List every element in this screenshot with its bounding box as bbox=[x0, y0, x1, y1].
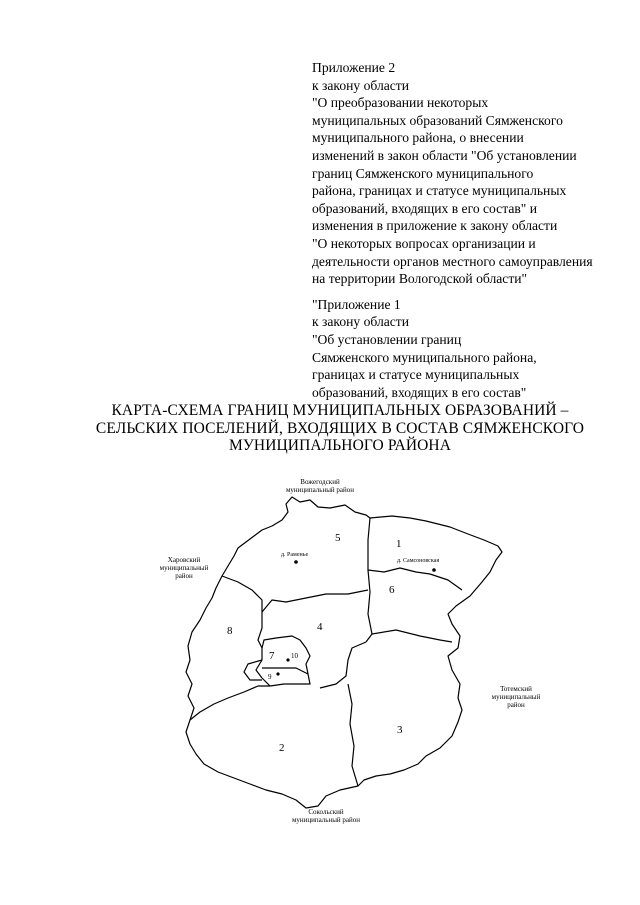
neighbor-north-line2: муниципальный район bbox=[285, 486, 355, 494]
boundary-6-4 bbox=[366, 570, 372, 642]
annex-quoted bbox=[312, 296, 632, 402]
boundary-6-3 bbox=[372, 630, 452, 642]
annex-line: образований, входящих в его состав" и bbox=[312, 200, 537, 216]
annex-line: "О некоторых вопросах организации и bbox=[312, 235, 536, 251]
annex-line: на территории Вологодской области" bbox=[312, 271, 528, 287]
neighbor-west-line2: муниципальный bbox=[159, 564, 209, 572]
settlement-9-marker bbox=[276, 672, 279, 675]
region-3-label: 3 bbox=[397, 724, 403, 736]
ramenie-label: д. Раменье bbox=[281, 552, 309, 558]
region-10-label: 10 bbox=[291, 652, 298, 660]
boundary-1-5 bbox=[368, 518, 370, 570]
annex-line: Сямженского муниципального района, bbox=[312, 349, 537, 365]
map-title-line: СЕЛЬСКИХ ПОСЕЛЕНИЙ, ВХОДЯЩИХ В СОСТАВ СЯМЖЕНСКОГО bbox=[95, 419, 585, 437]
region-1-label: 1 bbox=[396, 538, 402, 550]
neighbor-south-line2: муниципальный район bbox=[291, 816, 361, 824]
settlement-10-marker bbox=[286, 658, 289, 661]
region-8-label: 8 bbox=[227, 625, 233, 637]
annex-line: к закону области bbox=[312, 77, 410, 93]
district-map bbox=[0, 470, 640, 850]
boundary-7-region bbox=[256, 636, 310, 686]
annex-line: "О преобразовании некоторых bbox=[312, 95, 489, 111]
neighbor-east-line1: Тотемский bbox=[500, 685, 532, 693]
neighbor-north-line1: Вожегодский bbox=[300, 478, 340, 486]
region-5-label: 5 bbox=[335, 532, 341, 544]
annex-line: деятельности органов местного самоуправления bbox=[312, 253, 593, 269]
boundary-5-4 bbox=[262, 590, 368, 612]
boundary-9 bbox=[244, 660, 262, 680]
annex-line: образований, входящих в его состав" bbox=[312, 384, 527, 400]
annex-line: изменения в приложение к закону области bbox=[312, 218, 558, 234]
map-title-line: КАРТА-СХЕМА ГРАНИЦ МУНИЦИПАЛЬНЫХ ОБРАЗОВАНИЙ – bbox=[111, 402, 569, 419]
district-outer-boundary bbox=[186, 497, 502, 808]
annex-line: "Приложение 1 bbox=[312, 296, 401, 312]
boundary-3-2 bbox=[348, 684, 358, 786]
neighbor-west-line3: район bbox=[175, 572, 193, 580]
boundary-8-2 bbox=[190, 686, 270, 720]
region-7-label: 7 bbox=[269, 650, 275, 662]
annex-line: Приложение 2 bbox=[312, 60, 396, 75]
annex-line: муниципального района, о внесении bbox=[312, 130, 524, 146]
boundary-5-8 bbox=[222, 576, 262, 612]
region-9-label: 9 bbox=[268, 673, 272, 681]
boundary-1-6 bbox=[368, 568, 462, 590]
neighbor-east-line2: муниципальный bbox=[491, 693, 541, 701]
annex-line: к закону области bbox=[312, 314, 410, 330]
region-4-label: 4 bbox=[317, 621, 323, 633]
annex-line: муниципальных образований Сямженского bbox=[312, 112, 563, 128]
neighbor-south-line1: Сокольский bbox=[308, 808, 344, 816]
ramenie-marker bbox=[294, 560, 298, 564]
map-title bbox=[40, 402, 640, 455]
annex-line: "Об установлении границ bbox=[312, 331, 462, 347]
annex-line: района, границах и статусе муниципальных bbox=[312, 183, 567, 199]
region-6-label: 6 bbox=[389, 584, 395, 596]
annex-header bbox=[312, 59, 632, 288]
boundary-8-4 bbox=[258, 612, 262, 648]
region-2-label: 2 bbox=[279, 742, 285, 754]
annex-line: изменений в закон области "Об установлении bbox=[312, 147, 577, 163]
samsonovskaya-marker bbox=[432, 568, 436, 572]
samsonovskaya-label: д. Самсоновская bbox=[397, 558, 440, 564]
annex-line: границах и статусе муниципальных bbox=[312, 367, 520, 383]
map-title-line: МУНИЦИПАЛЬНОГО РАЙОНА bbox=[228, 437, 452, 455]
annex-line: границ Сямженского муниципального bbox=[312, 165, 534, 181]
boundary-4-3 bbox=[320, 642, 366, 688]
neighbor-west-line1: Харовский bbox=[167, 556, 201, 564]
neighbor-east-line3: район bbox=[507, 701, 525, 709]
annex-block bbox=[312, 59, 632, 401]
